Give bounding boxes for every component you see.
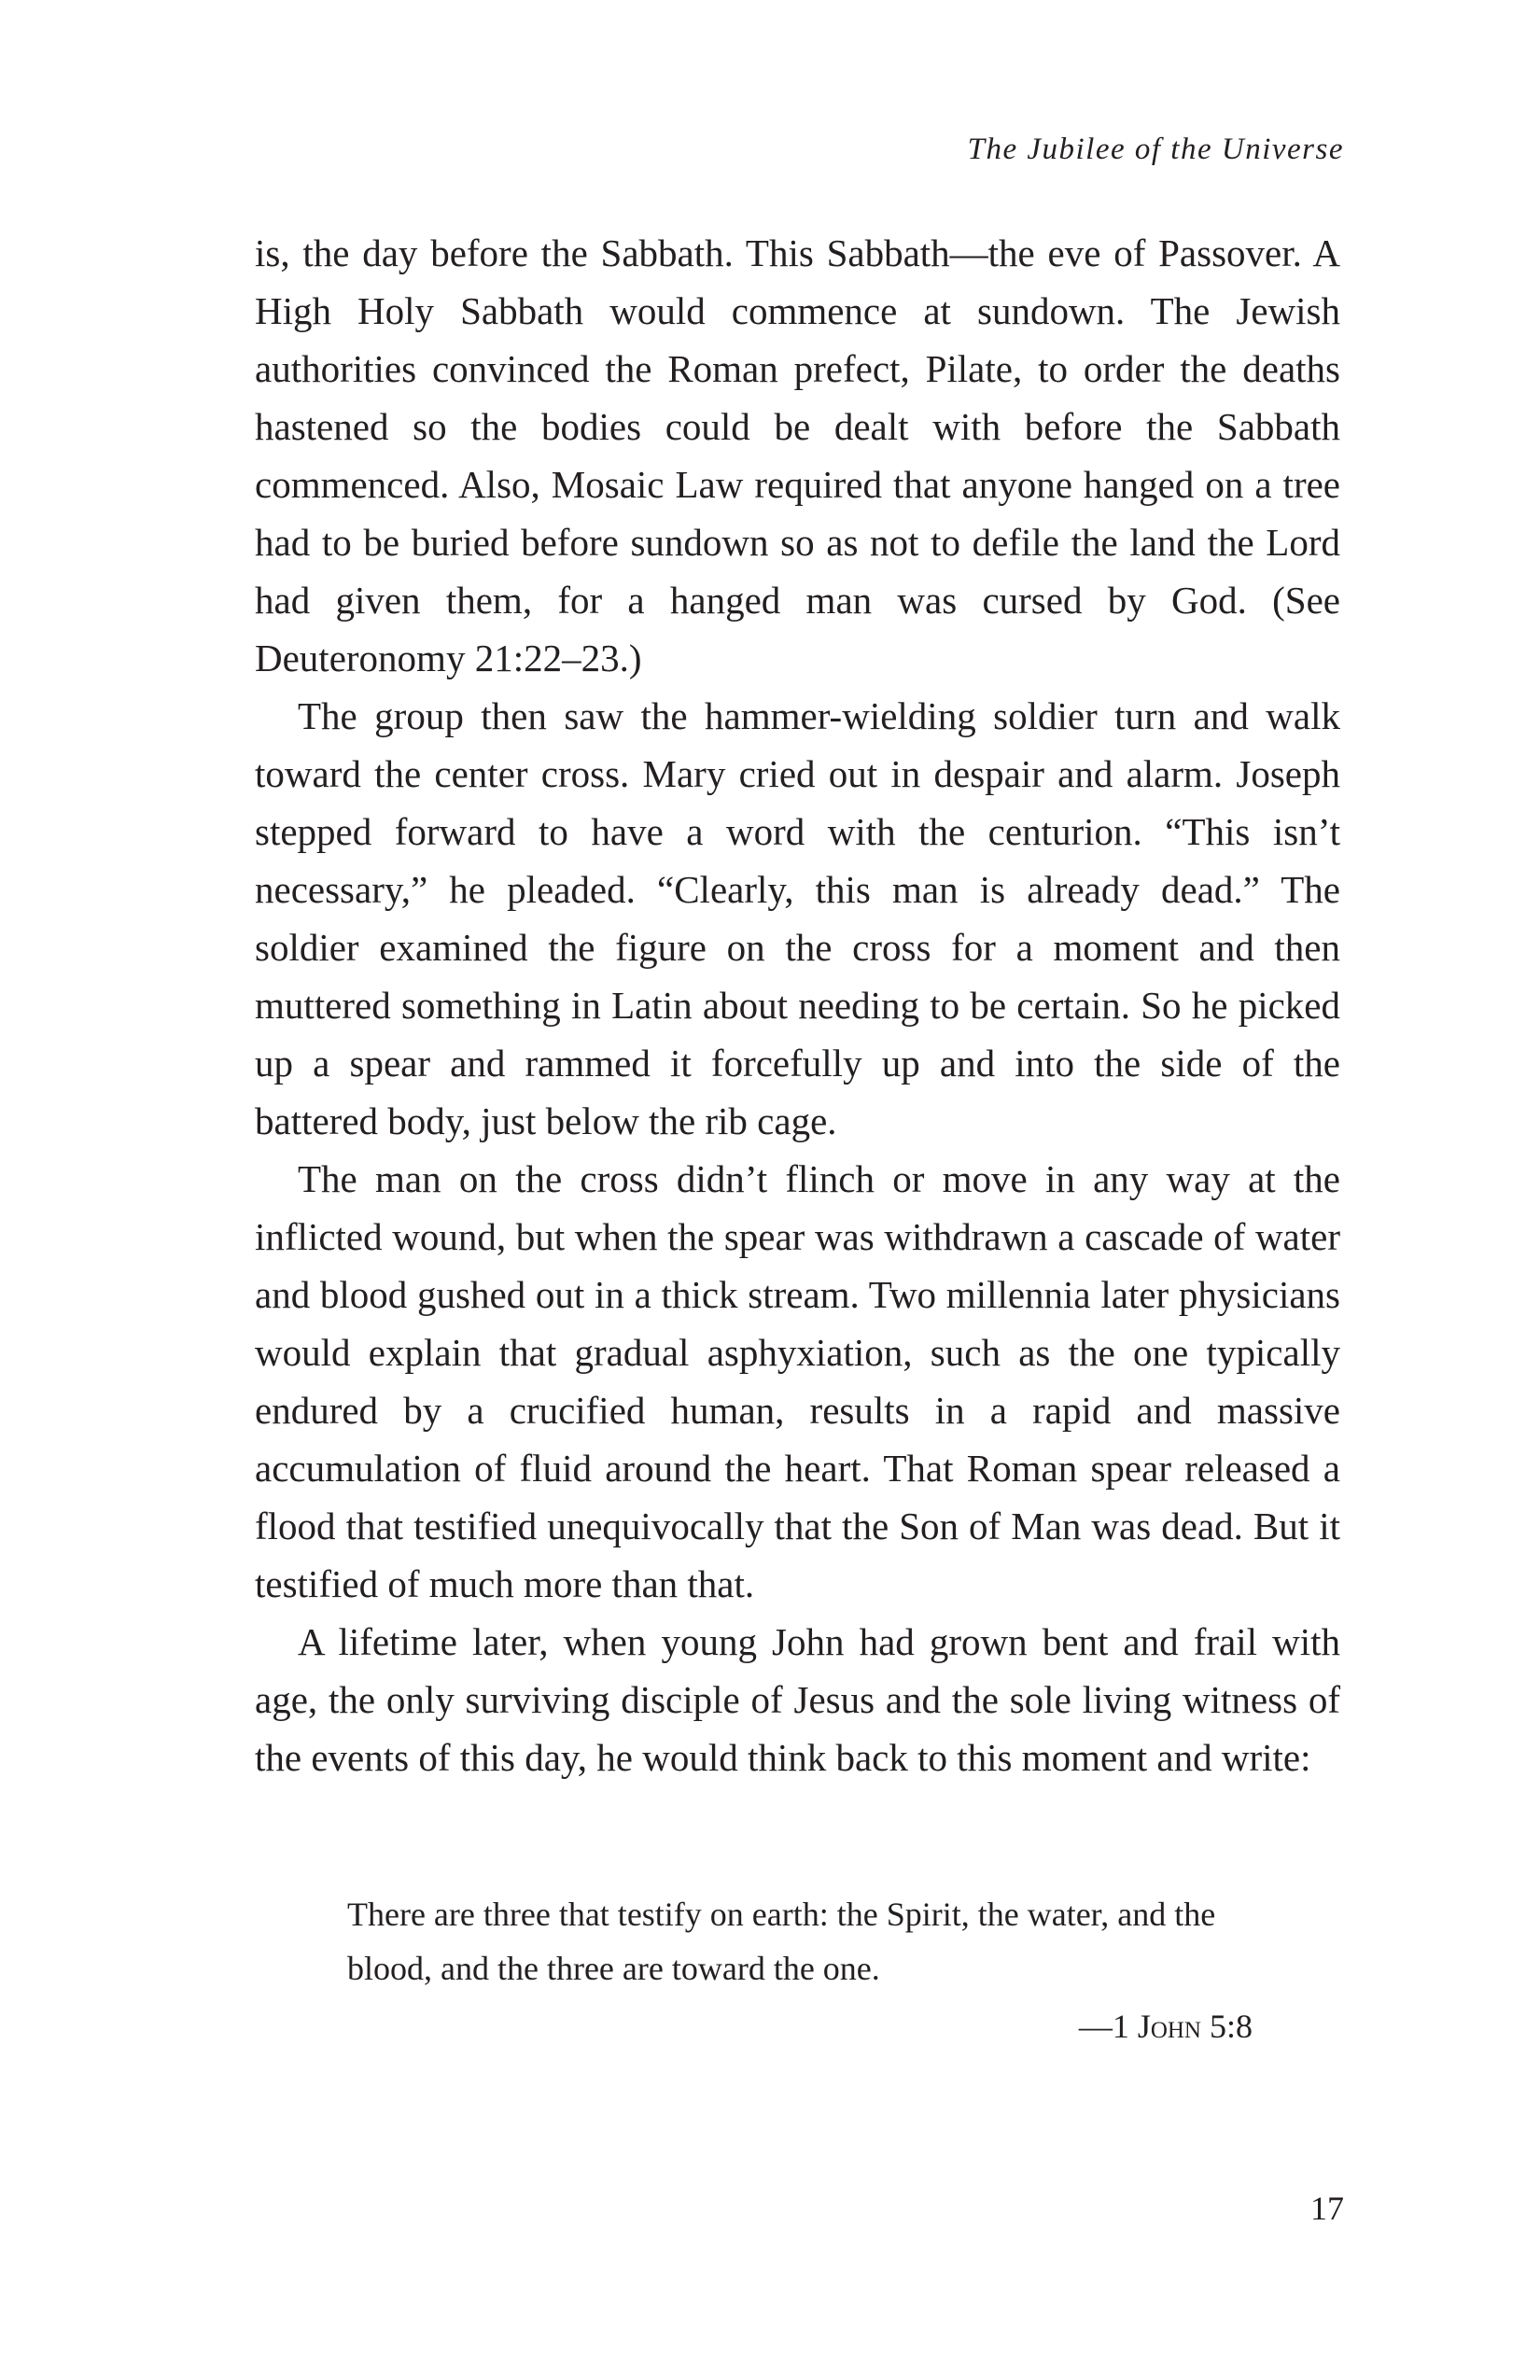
paragraph-centurion: The group then saw the hammer-wielding soldier turn and walk toward the center cross. Mary cried out in despair and alarm. Joseph stepped forward to have a word with the centurion. “This isn’t necessary,” he pleaded. “Clearly, this man is already dead.” The soldier examined the figure on the cross for a moment and then muttered something in Latin about needing to be certain. So he picked up a spear and rammed it forcefully up and into the side of the battered body, just below the rib cage. xyxy=(255,694,1340,1142)
paragraph-john: A lifetime later, when young John had grown bent and frail with age, the only surviving disciple of Jesus and the sole living witness of the events of this day, he would think back to this moment and write: xyxy=(255,1620,1340,1779)
page-number: 17 xyxy=(1310,2190,1344,2227)
scripture-attribution: —1 John 5:8 xyxy=(1078,2008,1253,2045)
scripture-quote-text: There are three that testify on earth: the Spirit, the water, and the blood, and the three are toward the one. xyxy=(347,1896,1216,1987)
paragraph-wound: The man on the cross didn’t flinch or move in any way at the inflicted wound, but when the spear was withdrawn a cascade of water and blood gushed out in a thick stream. Two millennia later physicians would explain that gradual asphyxiation, such as the one typically endured by a crucified human, results in a rapid and massive accumulation of fluid around the heart. That Roman spear released a flood that testified unequivocally that the Son of Man was dead. But it testified of much more than that. xyxy=(255,1157,1340,1605)
scripture-quote xyxy=(347,1887,1253,1995)
paragraph-continued: is, the day before the Sabbath. This Sabbath—the eve of Passover. A High Holy Sabbath would commence at sundown. The Jewish authorities convinced the Roman prefect, Pilate, to order the deaths hastened so the bodies could be dealt with before the Sabbath commenced. Also, Mosaic Law required that anyone hanged on a tree had to be buried before sundown so as not to defile the land the Lord had given them, for a hanged man was cursed by God. (See Deuteronomy 21:22–23.) xyxy=(255,231,1340,679)
body-text xyxy=(255,224,1340,1786)
running-header: The Jubilee of the Universe xyxy=(967,133,1344,166)
